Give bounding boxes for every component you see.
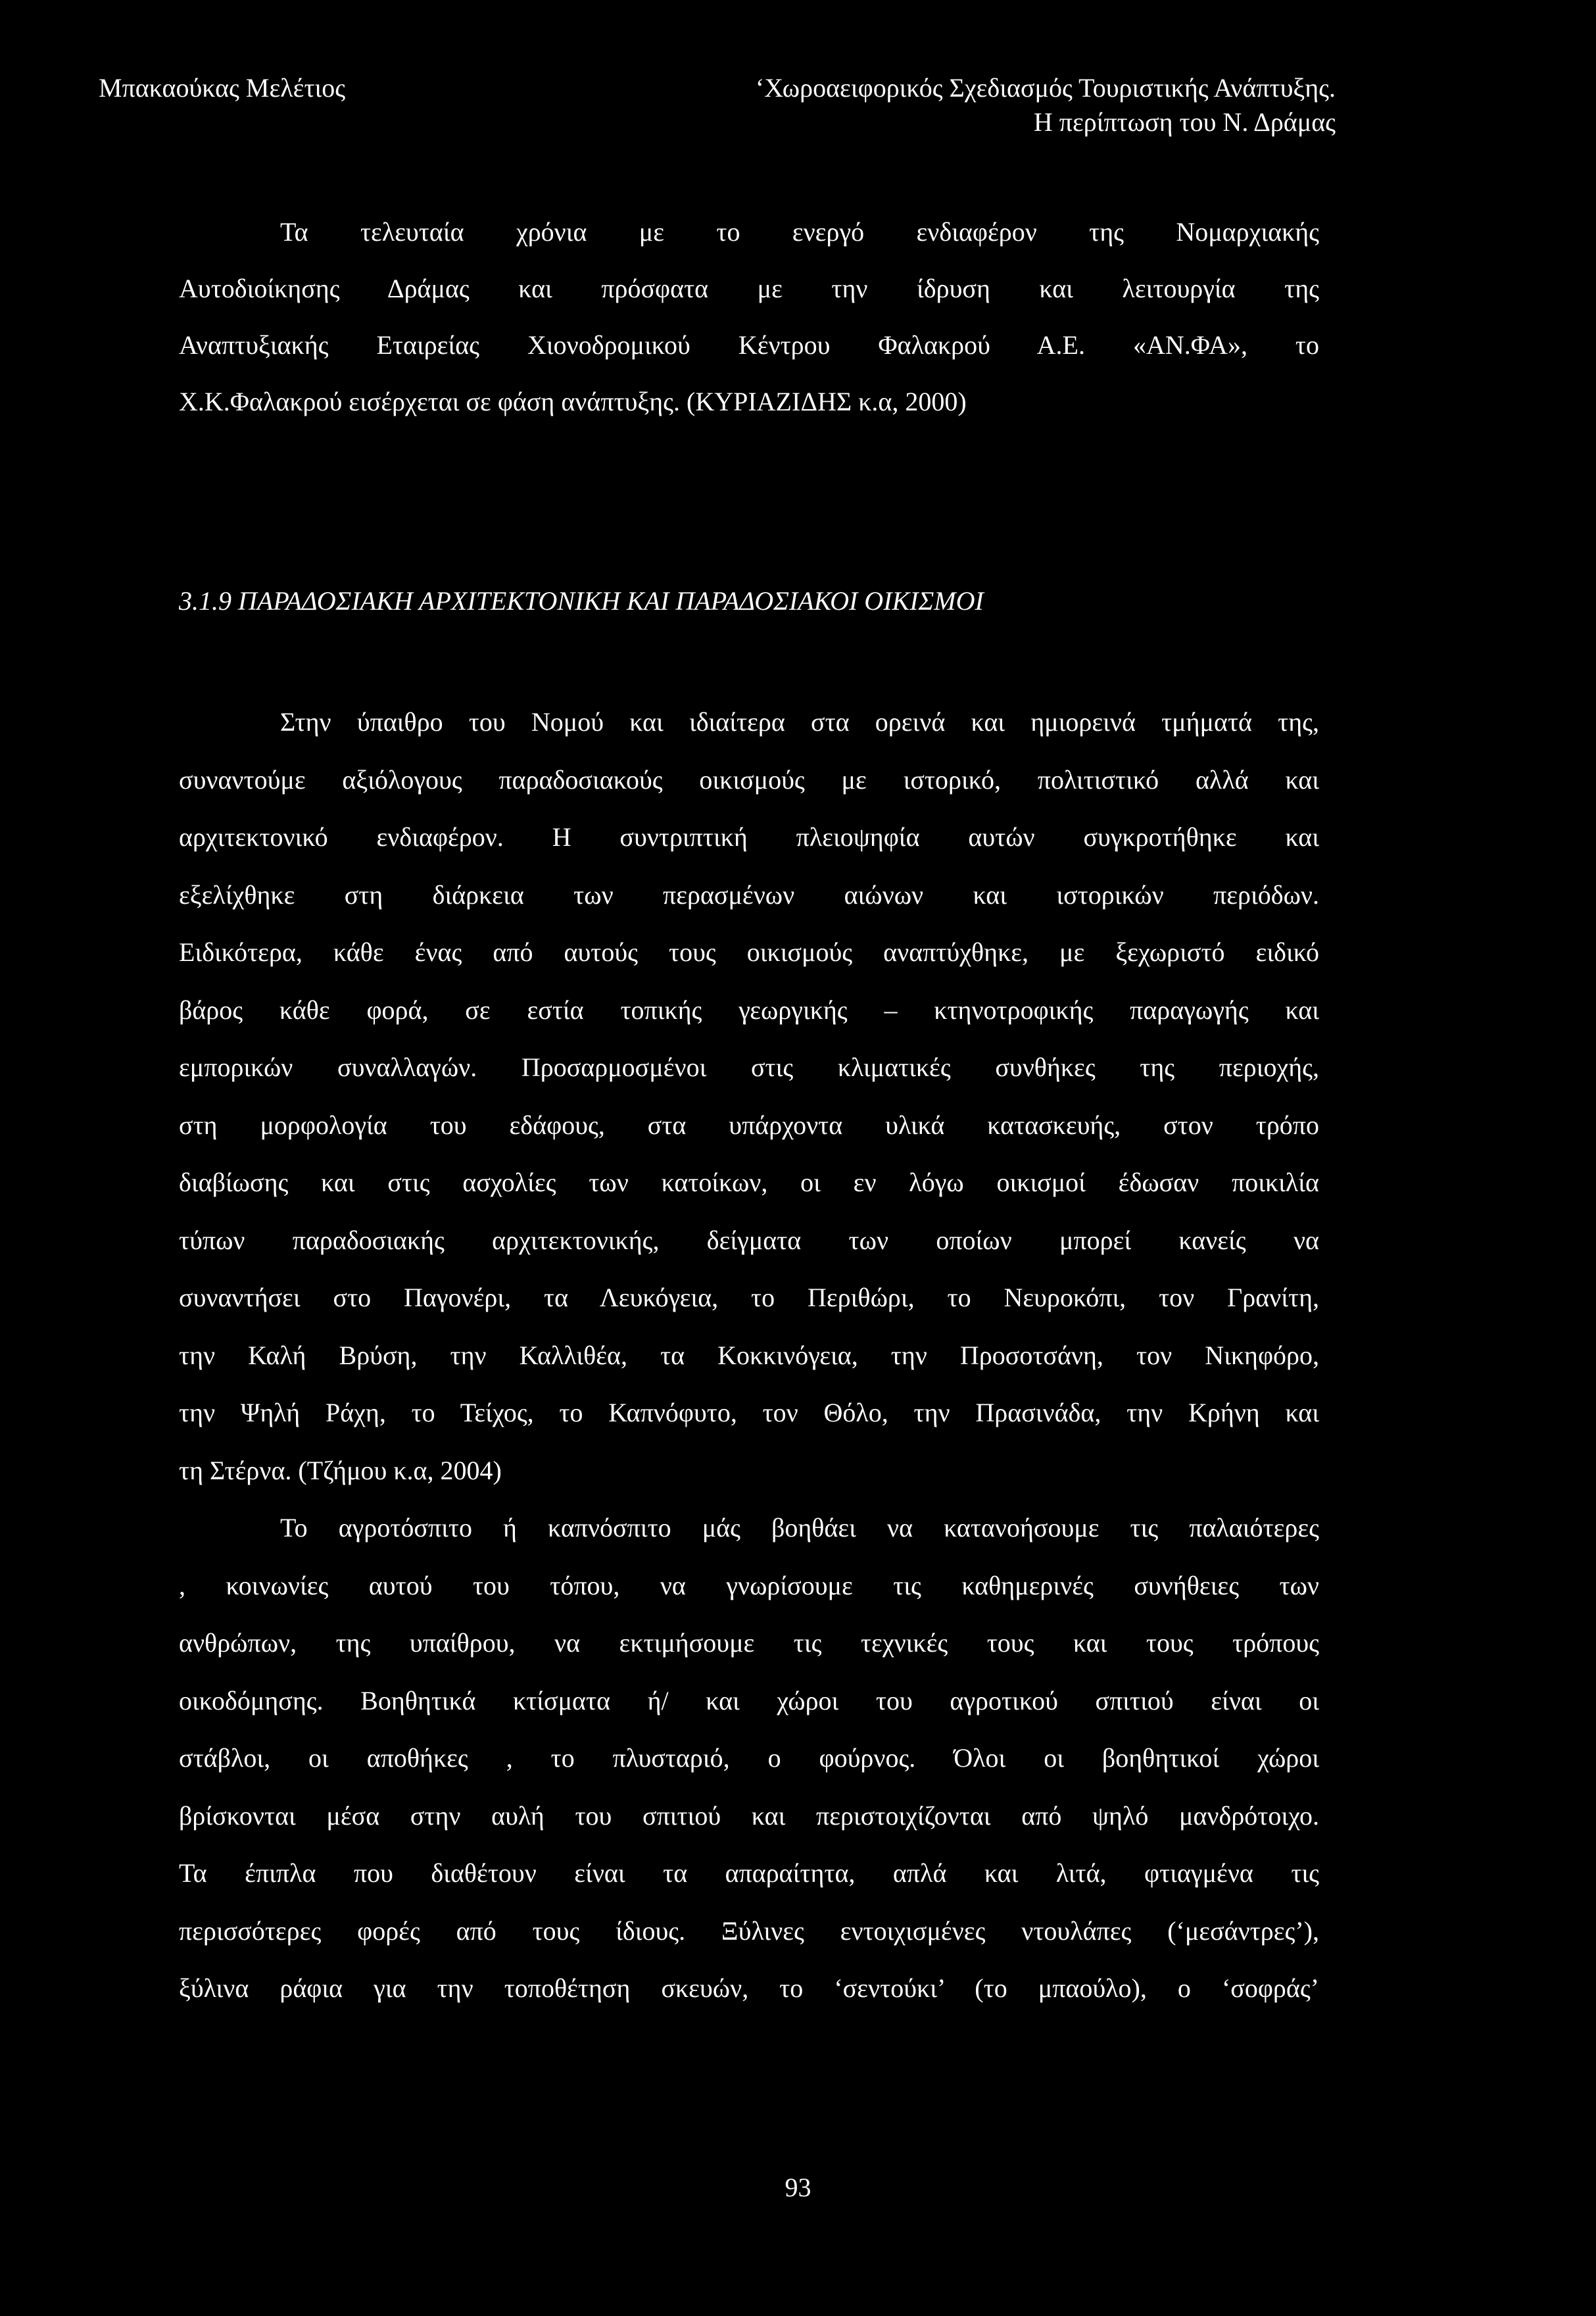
text-line: την Καλή Βρύση, την Καλλιθέα, τα Κοκκινόγεια, την Προσοτσάνη, τον Νικηφόρο, [179, 1340, 1319, 1370]
text-line: εμπορικών συναλλαγών. Προσαρμοσμένοι στις κλιματικές συνθήκες της περιοχής, [179, 1052, 1319, 1082]
text-line: Αυτοδιοίκησης Δράμας και πρόσφατα με την ίδρυση και λειτουργία της [179, 274, 1319, 303]
body-text [179, 693, 1319, 2017]
text-line: ξύλινα ράφια για την τοποθέτηση σκευών, το ‘σεντούκι’ (το μπαούλο), ο ‘σοφράς’ [179, 1973, 1319, 2003]
text-line: Ειδικότερα, κάθε ένας από αυτούς τους οικισμούς αναπτύχθηκε, με ξεχωριστό ειδικό [179, 937, 1319, 967]
text-line: ανθρώπων, της υπαίθρου, να εκτιμήσουμε τις τεχνικές τους και τους τρόπους [179, 1628, 1319, 1658]
section-heading: 3.1.9 ΠΑΡΑΔΟΣΙΑΚΗ ΑΡΧΙΤΕΚΤΟΝΙΚΗ ΚΑΙ ΠΑΡΑΔΟΣΙΑΚΟΙ ΟΙΚΙΣΜΟΙ [179, 586, 984, 616]
text-line: βρίσκονται μέσα στην αυλή του σπιτιού και περιστοιχίζονται από ψηλό μανδρότοιχο. [179, 1800, 1319, 1831]
text-line: εξελίχθηκε στη διάρκεια των περασμένων αιώνων και ιστορικών περιόδων. [179, 879, 1319, 910]
text-line: Στην ύπαιθρο του Νομού και ιδιαίτερα στα ορεινά και ημιορεινά τμήματά της, [280, 707, 1319, 737]
header-title-line-1: ‘Χωροαειφορικός Σχεδιασμός Τουριστικής Ανάπτυξης. [755, 73, 1336, 103]
page-number: 93 [785, 2173, 811, 2202]
text-line: βάρος κάθε φορά, σε εστία τοπικής γεωργικής – κτηνοτροφικής παραγωγής και [179, 995, 1319, 1025]
intro-paragraph [179, 204, 1319, 430]
header-author: Μπακαούκας Μελέτιος [99, 73, 346, 103]
text-line: τύπων παραδοσιακής αρχιτεκτονικής, δείγματα των οποίων μπορεί κανείς να [179, 1225, 1319, 1255]
text-line: , κοινωνίες αυτού του τόπου, να γνωρίσουμε τις καθημερινές συνήθειες των [179, 1570, 1319, 1600]
text-line: στη μορφολογία του εδάφους, στα υπάρχοντα υλικά κατασκευής, στον τρόπο [179, 1110, 1319, 1140]
text-line: Τα τελευταία χρόνια με το ενεργό ενδιαφέρον της Νομαρχιακής [280, 217, 1319, 247]
text-line: διαβίωσης και στις ασχολίες των κατοίκων, οι εν λόγω οικισμοί έδωσαν ποικιλία [179, 1168, 1319, 1197]
text-line: τη Στέρνα. (Τζήμου κ.α, 2004) [179, 1455, 502, 1485]
text-line: αρχιτεκτονικό ενδιαφέρον. Η συντριπτική πλειοψηφία αυτών συγκροτήθηκε και [179, 822, 1319, 852]
text-line: Το αγροτόσπιτο ή καπνόσπιτο μάς βοηθάει να κατανοήσουμε τις παλαιότερες [280, 1513, 1319, 1542]
header-title-line-2: Η περίπτωση του Ν. Δράμας [1033, 107, 1336, 137]
text-line: οικοδόμησης. Βοηθητικά κτίσματα ή/ και χώροι του αγροτικού σπιτιού είναι οι [179, 1685, 1319, 1715]
text-line: συναντούμε αξιόλογους παραδοσιακούς οικισμούς με ιστορικό, πολιτιστικό αλλά και [179, 764, 1319, 795]
text-line: Τα έπιπλα που διαθέτουν είναι τα απαραίτητα, απλά και λιτά, φτιαγμένα τις [179, 1858, 1319, 1888]
text-line: Αναπτυξιακής Εταιρείας Χιονοδρομικού Κέντρου Φαλακρού Α.Ε. «ΑΝ.ΦΑ», το [179, 330, 1319, 360]
text-line: Χ.Κ.Φαλακρού εισέρχεται σε φάση ανάπτυξης. (ΚΥΡΙΑΖΙΔΗΣ κ.α, 2000) [179, 387, 967, 416]
text-line: περισσότερες φορές από τους ίδιους. Ξύλινες εντοιχισμένες ντουλάπες (‘μεσάντρες’), [179, 1915, 1319, 1946]
text-line: στάβλοι, οι αποθήκες , το πλυσταριό, ο φούρνος. Όλοι οι βοηθητικοί χώροι [179, 1743, 1319, 1773]
text-line: συναντήσει στο Παγονέρι, τα Λευκόγεια, το Περιθώρι, το Νευροκόπι, τον Γρανίτη, [179, 1283, 1319, 1312]
header-title [756, 71, 1336, 139]
text-line: την Ψηλή Ράχη, το Τείχος, το Καπνόφυτο, τον Θόλο, την Πρασινάδα, την Κρήνη και [179, 1398, 1319, 1427]
